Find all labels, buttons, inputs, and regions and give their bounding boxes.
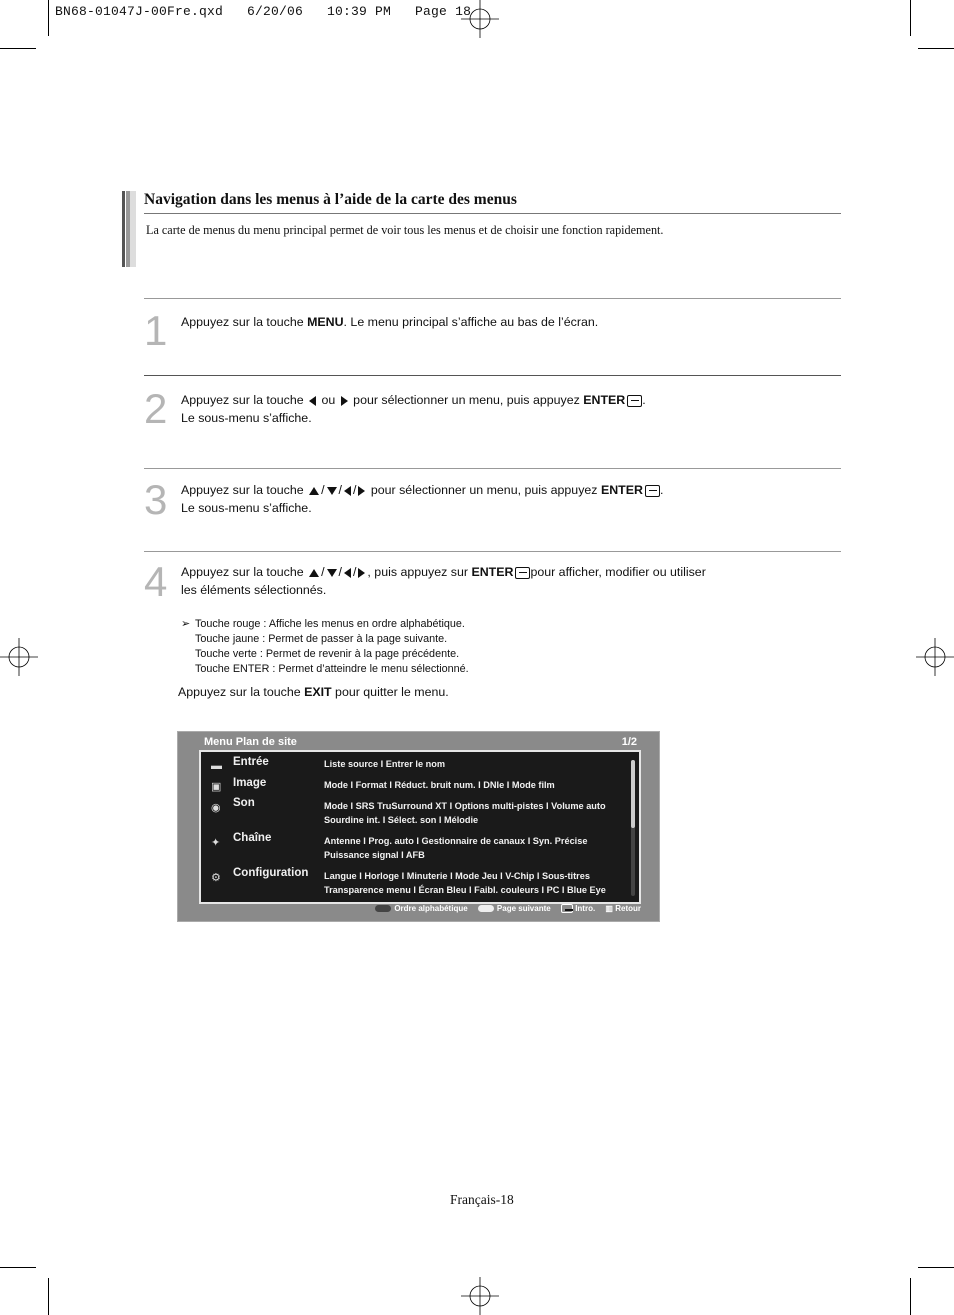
tv-submenu-list: Puissance signal I AFB [324, 850, 425, 860]
divider [144, 213, 841, 214]
red-button-icon [375, 905, 391, 912]
crop-mark [918, 48, 954, 49]
notes-list [181, 617, 469, 677]
note-item: Touche jaune : Permet de passer à la page suivante. [195, 633, 448, 645]
enter-icon [515, 567, 530, 579]
step-number: 4 [144, 558, 168, 605]
tv-submenu-list: Liste source I Entrer le nom [324, 759, 446, 769]
tv-submenu-list: Sourdine int. I Sélect. son I Mélodie [324, 815, 479, 825]
sound-icon: ◉ [211, 802, 221, 814]
note-item: Touche verte : Permet de revenir à la page précédente. [195, 648, 460, 660]
step-1-text: Appuyez sur la touche MENU. Le menu principal s’affiche au bas de l’écran. [181, 315, 599, 329]
enter-icon [561, 904, 573, 913]
note-item: Touche ENTER : Permet d’atteindre le menu sélectionné. [195, 663, 469, 675]
down-arrow-icon [327, 487, 337, 495]
enter-icon [627, 395, 642, 407]
site-map-menu-screenshot [177, 731, 660, 922]
tv-menu-item: Chaîne [233, 832, 272, 844]
step-3-text: Appuyez sur la touche / / / pour sélectionner un menu, puis appuyez ENTER . Le sous-menu s’affiche. [181, 483, 664, 515]
tv-submenu-list: Transparence menu I Écran Bleu I Faibl. couleurs I PC I Blue Eye [324, 885, 606, 895]
up-arrow-icon [309, 569, 319, 577]
tv-menu-item: Configuration [233, 867, 309, 879]
step-number: 1 [144, 307, 168, 354]
up-arrow-icon [309, 487, 319, 495]
tv-scrollbar [631, 760, 635, 896]
tv-menu-item: Son [233, 797, 255, 809]
file-slug: BN68-01047J-00Fre.qxd 6/20/06 10:39 PM Page 18 [55, 4, 472, 19]
page-number: Français-18 [450, 1192, 514, 1207]
tv-submenu-list: Antenne I Prog. auto I Gestionnaire de canaux I Syn. Précise [324, 836, 588, 846]
section-bar [122, 191, 136, 267]
right-arrow-icon [358, 486, 365, 496]
tv-menu-item: Image [233, 777, 267, 789]
note-arrow-icon: ➢ [181, 618, 191, 630]
step-4-text: Appuyez sur la touche / / / , puis appuyez sur ENTER pour afficher, modifier ou utiliser les éléments sélectionnés. [181, 565, 706, 597]
section-intro: La carte de menus du menu principal permet de voir tous les menus et de choisir une fonction rapidement. [146, 223, 664, 237]
left-arrow-icon [344, 568, 351, 578]
tv-submenu-list: Mode I Format I Réduct. bruit num. I DNIe I Mode film [324, 780, 555, 790]
divider [144, 468, 841, 469]
divider [144, 375, 841, 376]
registration-mark [0, 638, 38, 676]
registration-mark [916, 638, 954, 676]
crop-mark [48, 0, 49, 36]
section-title: Navigation dans les menus à l’aide de la carte des menus [144, 191, 517, 208]
tv-submenu-list: Langue I Horloge I Minuterie I Mode Jeu I V-Chip I Sous-titres [324, 871, 590, 881]
input-icon: ▬ [211, 760, 222, 772]
picture-icon: ▣ [211, 781, 222, 793]
divider [144, 551, 841, 552]
crop-mark [910, 1278, 911, 1315]
crop-mark [48, 1278, 49, 1315]
crop-mark [910, 0, 911, 36]
return-icon: ▥ [605, 904, 613, 913]
channel-icon: ✦ [211, 837, 221, 849]
right-arrow-icon [358, 568, 365, 578]
down-arrow-icon [327, 569, 337, 577]
tv-submenu-list: Mode I SRS TruSurround XT I Options multi-pistes I Volume auto [324, 801, 606, 811]
tv-page-indicator: 1/2 [621, 736, 637, 748]
tv-menu-panel [199, 750, 641, 904]
step-number: 2 [144, 385, 168, 432]
left-arrow-icon [344, 486, 351, 496]
enter-icon [645, 485, 660, 497]
step-number: 3 [144, 476, 168, 523]
tv-menu-title: Menu Plan de site [204, 736, 297, 748]
exit-instruction: Appuyez sur la touche EXIT pour quitter le menu. [178, 685, 449, 699]
left-arrow-icon [309, 396, 316, 406]
note-item: ➢ Touche rouge : Affiche les menus en ordre alphabétique. [181, 618, 465, 630]
right-arrow-icon [341, 396, 348, 406]
setup-icon: ⚙ [211, 872, 221, 884]
tv-menu-item: Entrée [233, 756, 269, 768]
crop-mark [0, 1267, 36, 1268]
tv-menu-footer: Ordre alphabétique Page suivante Intro. ▥ Retour [367, 904, 641, 913]
crop-mark [0, 48, 36, 49]
registration-mark [461, 1277, 499, 1315]
crop-mark [918, 1267, 954, 1268]
divider [144, 298, 841, 299]
step-2-text: Appuyez sur la touche ou pour sélectionner un menu, puis appuyez ENTER . Le sous-menu s’affiche. [181, 393, 646, 425]
yellow-button-icon [478, 905, 494, 912]
